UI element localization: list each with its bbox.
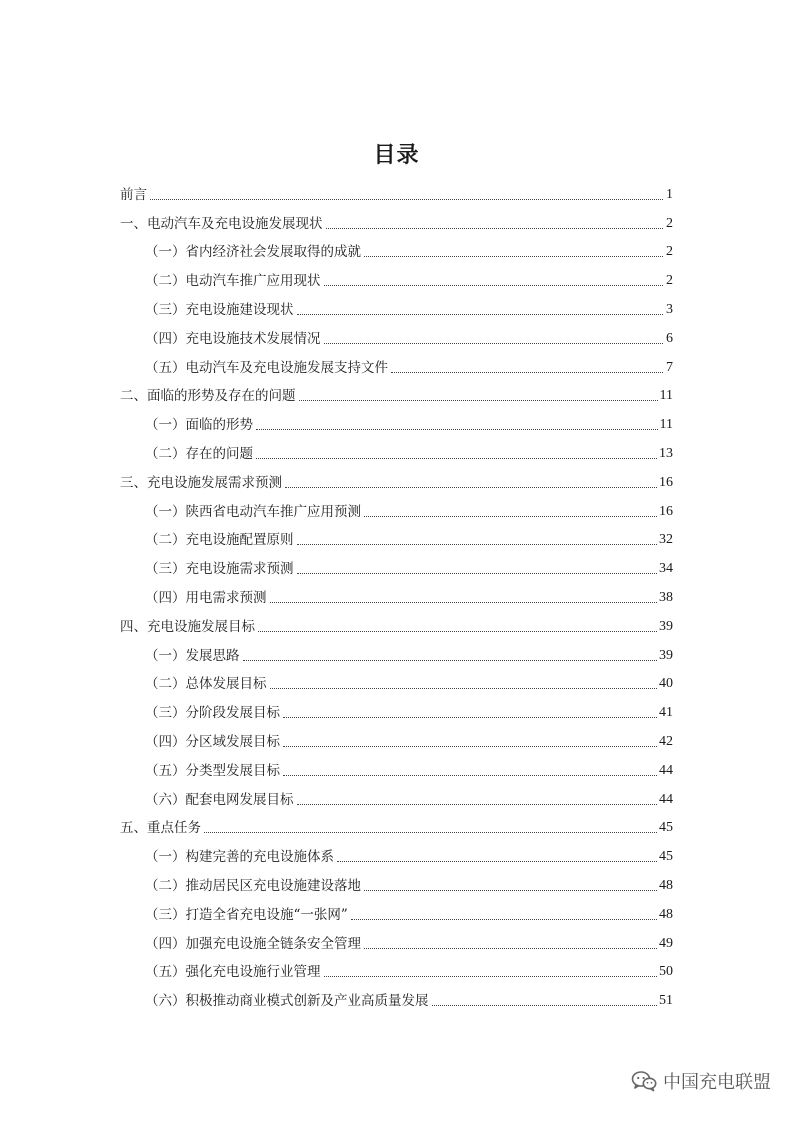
toc-entry-label: （二）推动居民区充电设施建设落地 xyxy=(145,877,361,894)
toc-entry-page: 42 xyxy=(659,733,673,749)
watermark xyxy=(631,1068,771,1094)
toc-entry[interactable] xyxy=(120,665,673,694)
toc-entry[interactable] xyxy=(120,261,673,290)
toc-entry[interactable] xyxy=(120,924,673,953)
toc-leader-dots xyxy=(256,457,657,459)
toc-leader-dots xyxy=(432,1004,658,1006)
toc-leader-dots xyxy=(243,659,658,661)
toc-entry-page: 44 xyxy=(659,791,673,807)
toc-entry-label: （五）强化充电设施行业管理 xyxy=(145,964,321,981)
toc-entry-label: 二、面临的形势及存在的问题 xyxy=(120,388,296,405)
toc-entry-label: （一）省内经济社会发展取得的成就 xyxy=(145,244,361,261)
toc-entry-page: 1 xyxy=(666,186,673,202)
toc-leader-dots xyxy=(391,371,663,373)
toc-leader-dots xyxy=(297,572,658,574)
wechat-icon xyxy=(631,1070,657,1092)
toc-leader-dots xyxy=(351,918,657,920)
table-of-contents xyxy=(120,175,673,1010)
toc-leader-dots xyxy=(337,860,657,862)
toc-entry-page: 50 xyxy=(659,964,673,980)
toc-leader-dots xyxy=(324,975,658,977)
toc-entry-page: 51 xyxy=(659,993,673,1009)
toc-entry[interactable] xyxy=(120,549,673,578)
toc-entry-page: 13 xyxy=(659,445,673,461)
toc-entry-page: 16 xyxy=(659,474,673,490)
toc-entry[interactable] xyxy=(120,578,673,607)
toc-leader-dots xyxy=(364,515,657,517)
toc-entry-label: 五、重点任务 xyxy=(120,820,201,837)
toc-leader-dots xyxy=(297,313,664,315)
toc-entry[interactable] xyxy=(120,722,673,751)
toc-entry-label: （四）分区域发展目标 xyxy=(145,733,280,750)
toc-entry-page: 41 xyxy=(659,705,673,721)
toc-entry-label: （六）配套电网发展目标 xyxy=(145,791,294,808)
toc-entry[interactable] xyxy=(120,751,673,780)
toc-leader-dots xyxy=(258,630,657,632)
toc-entry-page: 6 xyxy=(666,330,673,346)
toc-leader-dots xyxy=(270,687,658,689)
toc-entry-label: （一）发展思路 xyxy=(145,647,240,664)
toc-entry[interactable] xyxy=(120,233,673,262)
toc-entry-page: 11 xyxy=(659,417,673,433)
toc-entry-page: 2 xyxy=(666,244,673,260)
toc-entry[interactable] xyxy=(120,895,673,924)
toc-entry-label: （三）分阶段发展目标 xyxy=(145,705,280,722)
toc-entry[interactable] xyxy=(120,607,673,636)
toc-entry-page: 40 xyxy=(659,676,673,692)
toc-entry-page: 7 xyxy=(666,359,673,375)
toc-leader-dots xyxy=(283,745,657,747)
toc-entry-page: 2 xyxy=(666,273,673,289)
toc-leader-dots xyxy=(299,399,658,401)
toc-entry-page: 32 xyxy=(659,532,673,548)
toc-entry[interactable] xyxy=(120,953,673,982)
toc-leader-dots xyxy=(364,889,657,891)
toc-entry-label: （五）分类型发展目标 xyxy=(145,762,280,779)
toc-entry-page: 16 xyxy=(659,503,673,519)
toc-leader-dots xyxy=(285,486,657,488)
toc-entry[interactable] xyxy=(120,492,673,521)
toc-entry-label: （二）总体发展目标 xyxy=(145,676,267,693)
toc-entry-label: （二）存在的问题 xyxy=(145,445,253,462)
toc-entry[interactable] xyxy=(120,866,673,895)
toc-entry-label: 一、电动汽车及充电设施发展现状 xyxy=(120,215,323,232)
toc-entry[interactable] xyxy=(120,463,673,492)
toc-entry[interactable] xyxy=(120,204,673,233)
toc-entry-label: （一）陕西省电动汽车推广应用预测 xyxy=(145,503,361,520)
toc-entry-label: （二）电动汽车推广应用现状 xyxy=(145,273,321,290)
toc-entry-label: 四、充电设施发展目标 xyxy=(120,618,255,635)
toc-entry[interactable] xyxy=(120,175,673,204)
toc-entry-page: 3 xyxy=(666,301,673,317)
watermark-text: 中国充电联盟 xyxy=(663,1072,771,1093)
toc-entry-label: （三）充电设施建设现状 xyxy=(145,301,294,318)
toc-leader-dots xyxy=(324,284,664,286)
toc-entry-label: （六）积极推动商业模式创新及产业高质量发展 xyxy=(145,993,429,1010)
toc-entry-label: 三、充电设施发展需求预测 xyxy=(120,474,282,491)
toc-entry[interactable] xyxy=(120,405,673,434)
toc-entry-label: （三）打造全省充电设施“一张网” xyxy=(145,906,348,923)
toc-entry-page: 39 xyxy=(659,647,673,663)
toc-entry[interactable] xyxy=(120,636,673,665)
toc-entry-label: （一）面临的形势 xyxy=(145,417,253,434)
toc-entry-label: （一）构建完善的充电设施体系 xyxy=(145,849,334,866)
toc-entry-label: （三）充电设施需求预测 xyxy=(145,561,294,578)
toc-entry-page: 48 xyxy=(659,877,673,893)
toc-leader-dots xyxy=(150,198,663,200)
toc-entry[interactable] xyxy=(120,809,673,838)
toc-entry-page: 48 xyxy=(659,906,673,922)
toc-entry[interactable] xyxy=(120,693,673,722)
toc-entry-page: 34 xyxy=(659,561,673,577)
toc-entry-page: 2 xyxy=(666,215,673,231)
toc-entry[interactable] xyxy=(120,780,673,809)
toc-entry-page: 11 xyxy=(659,388,673,404)
toc-leader-dots xyxy=(297,803,658,805)
toc-entry-page: 45 xyxy=(659,849,673,865)
toc-leader-dots xyxy=(283,774,657,776)
toc-entry[interactable] xyxy=(120,319,673,348)
toc-entry-page: 44 xyxy=(659,762,673,778)
toc-leader-dots xyxy=(270,601,658,603)
toc-leader-dots xyxy=(283,716,657,718)
toc-entry-page: 45 xyxy=(659,820,673,836)
toc-leader-dots xyxy=(364,947,657,949)
toc-leader-dots xyxy=(297,543,658,545)
toc-leader-dots xyxy=(326,227,664,229)
toc-entry[interactable] xyxy=(120,434,673,463)
toc-leader-dots xyxy=(204,831,657,833)
toc-entry[interactable] xyxy=(120,981,673,1010)
toc-entry[interactable] xyxy=(120,290,673,319)
toc-leader-dots xyxy=(364,255,663,257)
toc-entry-page: 49 xyxy=(659,935,673,951)
toc-entry-page: 38 xyxy=(659,589,673,605)
toc-leader-dots xyxy=(324,342,664,344)
toc-entry[interactable] xyxy=(120,377,673,406)
toc-entry[interactable] xyxy=(120,837,673,866)
toc-entry[interactable] xyxy=(120,348,673,377)
toc-entry-label: （四）充电设施技术发展情况 xyxy=(145,330,321,347)
toc-entry-label: 前言 xyxy=(120,186,147,203)
toc-entry-label: （五）电动汽车及充电设施发展支持文件 xyxy=(145,359,388,376)
page-title: 目录 xyxy=(373,143,420,168)
toc-entry-label: （四）用电需求预测 xyxy=(145,589,267,606)
toc-entry-label: （四）加强充电设施全链条安全管理 xyxy=(145,935,361,952)
toc-entry[interactable] xyxy=(120,521,673,550)
toc-entry-label: （二）充电设施配置原则 xyxy=(145,532,294,549)
toc-entry-page: 39 xyxy=(659,618,673,634)
toc-leader-dots xyxy=(256,428,658,430)
